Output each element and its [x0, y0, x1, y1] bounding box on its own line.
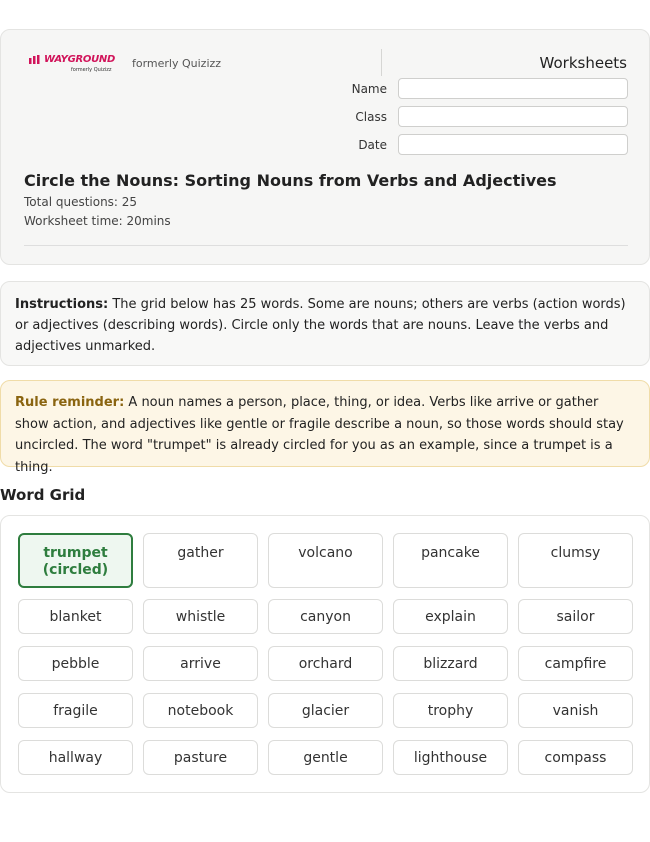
word-text: compass [544, 750, 607, 766]
date-label: Date [358, 138, 387, 152]
logo-subtitle: formerly Quizizz [71, 67, 112, 73]
formerly-label: formerly Quizizz [132, 57, 222, 70]
word-cell-vanish[interactable] [518, 693, 633, 728]
word-cell-compass[interactable] [518, 740, 633, 775]
word-cell-fragile[interactable] [18, 693, 133, 728]
word-text: trophy [427, 703, 474, 719]
word-cell-volcano[interactable] [268, 533, 383, 588]
word-text: canyon [300, 609, 351, 625]
header-divider [381, 49, 382, 76]
date-field[interactable] [398, 134, 628, 155]
word-grid [0, 515, 650, 793]
word-text: blizzard [423, 656, 478, 672]
word-cell-trophy[interactable] [393, 693, 508, 728]
logo-mark-icon [29, 55, 43, 65]
instructions-label: Instructions: [15, 297, 109, 312]
instructions-box [0, 281, 650, 366]
word-text: sailor [556, 609, 595, 625]
word-text: volcano [298, 545, 353, 561]
header-bottom-divider [24, 245, 628, 246]
word-cell-trumpet[interactable] [18, 533, 133, 588]
word-text: hallway [48, 750, 103, 766]
word-text: pancake [421, 545, 480, 561]
name-field[interactable] [398, 78, 628, 99]
word-text: pasture [173, 750, 228, 766]
word-cell-gather[interactable] [143, 533, 258, 588]
word-cell-campfire[interactable] [518, 646, 633, 681]
word-cell-whistle[interactable] [143, 599, 258, 634]
worksheet-time: Worksheet time: 20mins [24, 214, 171, 228]
word-text: gather [177, 545, 224, 561]
word-cell-lighthouse[interactable] [393, 740, 508, 775]
word-text: pebble [51, 656, 100, 672]
name-label: Name [351, 82, 387, 96]
word-text: explain [425, 609, 476, 625]
word-cell-gentle[interactable] [268, 740, 383, 775]
word-note: (circled) [42, 562, 109, 578]
word-grid-heading: Word Grid [0, 486, 86, 504]
class-label: Class [355, 110, 387, 124]
word-cell-blanket[interactable] [18, 599, 133, 634]
word-text: vanish [552, 703, 599, 719]
word-text: fragile [53, 703, 98, 719]
word-cell-pebble[interactable] [18, 646, 133, 681]
word-cell-sailor[interactable] [518, 599, 633, 634]
word-text: campfire [544, 656, 607, 672]
word-text: trumpet [43, 545, 108, 561]
word-cell-orchard[interactable] [268, 646, 383, 681]
word-text: blanket [49, 609, 102, 625]
worksheets-label: Worksheets [539, 54, 627, 72]
instructions-text: The grid below has 25 words. Some are nouns; others are verbs (action words) or adjectives (describing words). Circle only the words that are nouns. Leave the verbs and adjectives unmarked. [15, 297, 626, 354]
word-text: clumsy [550, 545, 601, 561]
class-field[interactable] [398, 106, 628, 127]
word-cell-explain[interactable] [393, 599, 508, 634]
word-text: arrive [180, 656, 221, 672]
word-cell-glacier[interactable] [268, 693, 383, 728]
word-text: gentle [303, 750, 348, 766]
word-cell-canyon[interactable] [268, 599, 383, 634]
rule-reminder-text: A noun names a person, place, thing, or idea. Verbs like arrive or gather show action, and adjectives like gentle or fragile describe a noun, so those words should stay uncircled. The word "trumpet" is already circled for you as an example, since a trumpet is a thing. [15, 395, 624, 475]
word-text: whistle [175, 609, 226, 625]
word-text: notebook [167, 703, 234, 719]
word-cell-notebook[interactable] [143, 693, 258, 728]
word-text: orchard [298, 656, 353, 672]
word-cell-pasture[interactable] [143, 740, 258, 775]
word-text: lighthouse [413, 750, 488, 766]
worksheet-header [0, 29, 650, 265]
word-cell-pancake[interactable] [393, 533, 508, 588]
rule-reminder-label: Rule reminder: [15, 395, 125, 410]
wayground-logo [29, 54, 119, 76]
word-cell-clumsy[interactable] [518, 533, 633, 588]
logo-wordmark: WAYGROUND [44, 54, 116, 65]
total-questions: Total questions: 25 [24, 195, 138, 209]
word-cell-blizzard[interactable] [393, 646, 508, 681]
word-cell-hallway[interactable] [18, 740, 133, 775]
word-text: glacier [301, 703, 350, 719]
word-cell-arrive[interactable] [143, 646, 258, 681]
worksheet-title: Circle the Nouns: Sorting Nouns from Verbs and Adjectives [24, 171, 557, 190]
rule-reminder-box [0, 380, 650, 475]
